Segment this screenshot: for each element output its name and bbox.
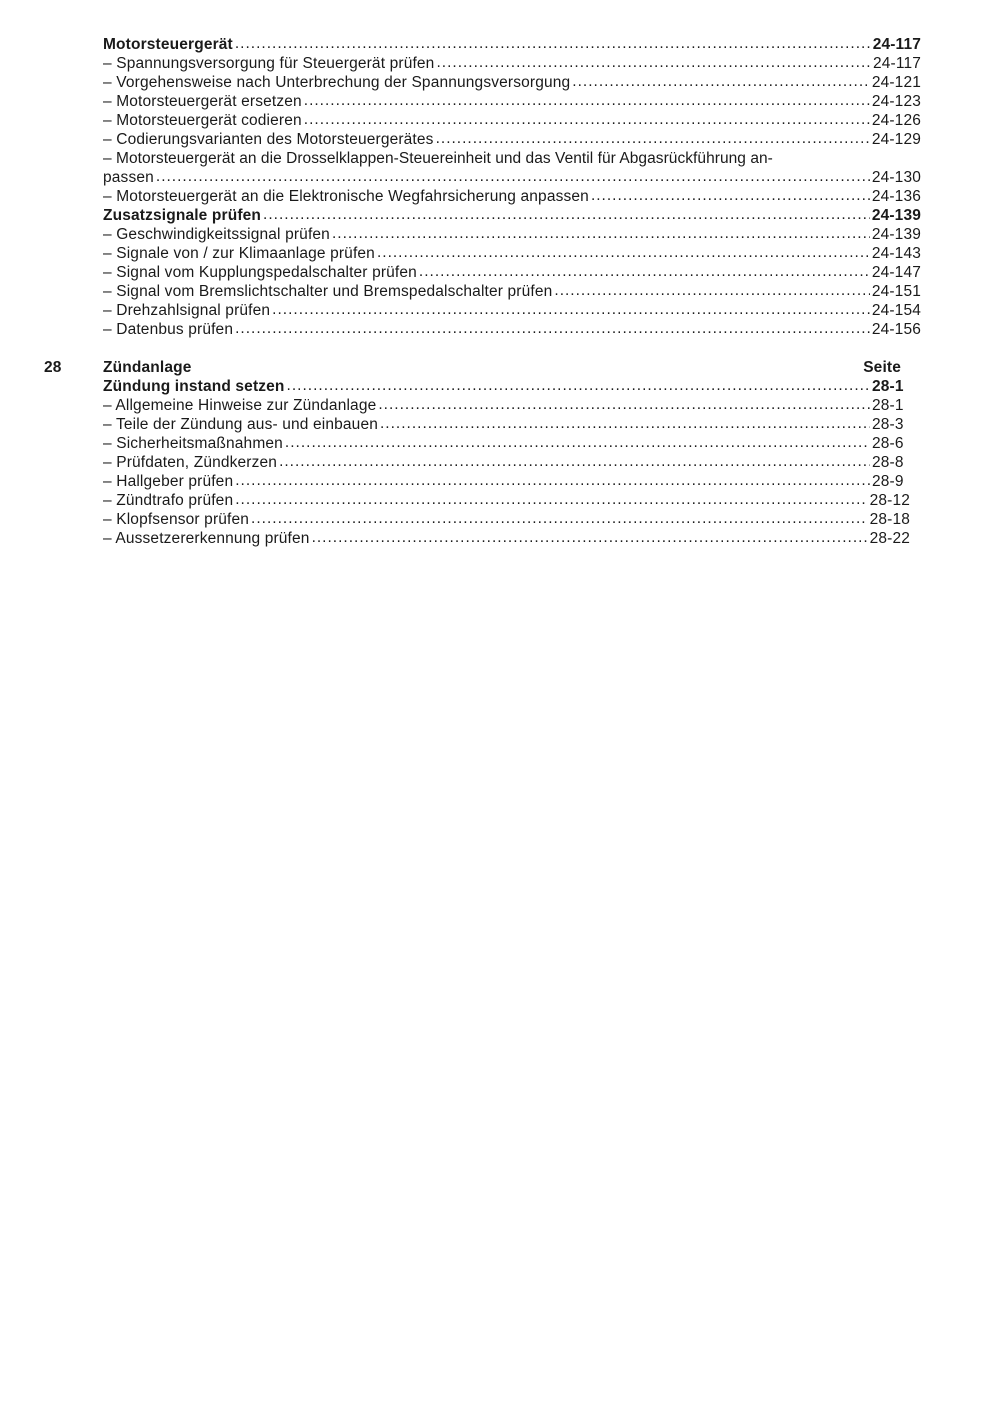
toc-entry[interactable] [103, 301, 921, 320]
toc-section-28 [103, 377, 910, 548]
toc-entry-label: Motorsteuergerät [103, 36, 233, 53]
dot-leader [272, 301, 870, 319]
toc-entry-page: 28-1 [872, 397, 904, 414]
toc-entry-page: 24-130 [871, 169, 921, 186]
toc-entry-label: – Teile der Zündung aus- und einbauen [103, 416, 378, 433]
toc-entry-wrapped-line2[interactable] [103, 168, 921, 187]
toc-entry[interactable] [103, 434, 910, 453]
dot-leader [235, 491, 867, 509]
toc-entry-label: Zusatzsignale prüfen [103, 207, 262, 224]
toc-entry-label: – Motorsteuergerät codieren [103, 112, 302, 129]
dot-leader [285, 434, 870, 452]
dot-leader [436, 54, 871, 72]
toc-entry-label: – Drehzahlsignal prüfen [103, 302, 271, 319]
toc-entry-page: 24-139 [871, 207, 921, 224]
chapter-title: Zündanlage [103, 359, 192, 376]
toc-entry-label: – Hallgeber prüfen [103, 473, 234, 490]
dot-leader [235, 320, 870, 338]
dot-leader [419, 263, 870, 281]
toc-entry-label: – Sicherheitsmaßnahmen [103, 435, 283, 452]
dot-leader [304, 111, 870, 129]
page-column-header: Seite [863, 359, 901, 376]
toc-entry-page: 24-147 [871, 264, 921, 281]
dot-leader [312, 529, 868, 547]
toc-entry-page: 24-143 [871, 245, 921, 262]
dot-leader [554, 282, 869, 300]
dot-leader [377, 244, 870, 262]
toc-entry-page: 28-9 [872, 473, 904, 490]
chapter-header [103, 358, 901, 377]
dot-leader [156, 168, 870, 186]
toc-entry-page: 28-12 [869, 492, 910, 509]
toc-entry-label: – Prüfdaten, Zündkerzen [103, 454, 278, 471]
toc-entry-page: 24-126 [871, 112, 921, 129]
toc-entry[interactable] [103, 491, 910, 510]
dot-leader [378, 396, 870, 414]
toc-entry-label: – Zündtrafo prüfen [103, 492, 234, 509]
dot-leader [332, 225, 870, 243]
dot-leader [304, 92, 870, 110]
toc-entry-page: 24-121 [871, 74, 921, 91]
toc-entry-label: – Aussetzererkennung prüfen [103, 530, 310, 547]
dot-leader [287, 377, 870, 395]
toc-entry[interactable] [103, 453, 910, 472]
toc-entry-page: 28-22 [869, 530, 910, 547]
toc-entry-page: 24-129 [871, 131, 921, 148]
dot-leader [235, 35, 871, 53]
toc-heading-zusatzsignale[interactable] [103, 206, 921, 225]
toc-entry[interactable] [103, 529, 910, 548]
toc-entry-label: – Klopfsensor prüfen [103, 511, 250, 528]
toc-entry-page: 24-136 [871, 188, 921, 205]
toc-heading-motorsteuergeraet[interactable] [103, 35, 921, 54]
chapter-number: 28 [44, 359, 62, 376]
toc-entry[interactable] [103, 244, 921, 263]
toc-entry[interactable] [103, 130, 921, 149]
toc-entry-page: 24-154 [871, 302, 921, 319]
toc-entry[interactable] [103, 54, 921, 73]
toc-entry[interactable] [103, 92, 921, 111]
toc-entry-label: Zündung instand setzen [103, 378, 285, 395]
toc-entry[interactable] [103, 263, 921, 282]
dot-leader [235, 472, 870, 490]
toc-entry-wrapped-line1[interactable] [103, 149, 921, 168]
toc-section-24 [103, 35, 921, 339]
dot-leader [436, 130, 870, 148]
dot-leader [591, 187, 870, 205]
toc-entry[interactable] [103, 320, 921, 339]
toc-entry-page: 24-123 [871, 93, 921, 110]
toc-entry-label: – Datenbus prüfen [103, 321, 234, 338]
toc-entry-page: 24-139 [871, 226, 921, 243]
toc-entry[interactable] [103, 225, 921, 244]
toc-entry-page: 28-3 [872, 416, 904, 433]
toc-entry-label: – Signal vom Bremslichtschalter und Bremspedalschalter prüfen [103, 283, 553, 300]
toc-entry[interactable] [103, 415, 910, 434]
toc-entry-label: – Signale von / zur Klimaanlage prüfen [103, 245, 375, 262]
toc-entry-page: 28-1 [872, 378, 904, 395]
toc-entry-page: 24-117 [872, 36, 921, 53]
toc-entry-label: – Spannungsversorgung für Steuergerät prüfen [103, 55, 435, 72]
toc-entry-label: – Vorgehensweise nach Unterbrechung der Spannungsversorgung [103, 74, 571, 91]
toc-entry-page: 24-156 [871, 321, 921, 338]
toc-entry-page: 28-8 [872, 454, 904, 471]
dot-leader [572, 73, 870, 91]
toc-entry[interactable] [103, 187, 921, 206]
toc-entry[interactable] [103, 111, 921, 130]
dot-leader [251, 510, 868, 528]
toc-entry-label: – Allgemeine Hinweise zur Zündanlage [103, 397, 377, 414]
toc-entry-page: 24-117 [872, 55, 921, 72]
toc-entry-label: – Geschwindigkeitssignal prüfen [103, 226, 330, 243]
toc-entry[interactable] [103, 73, 921, 92]
toc-entry-label: passen [103, 169, 154, 186]
toc-entry-label: – Codierungsvarianten des Motorsteuergerätes [103, 131, 434, 148]
toc-entry[interactable] [103, 472, 910, 491]
toc-entry-page: 24-151 [871, 283, 921, 300]
toc-entry-label: – Motorsteuergerät ersetzen [103, 93, 302, 110]
dot-leader [380, 415, 870, 433]
toc-entry[interactable] [103, 510, 910, 529]
toc-entry-label: – Signal vom Kupplungspedalschalter prüfen [103, 264, 417, 281]
toc-entry[interactable] [103, 282, 921, 301]
toc-heading-zuendung[interactable] [103, 377, 910, 396]
toc-entry-label: – Motorsteuergerät an die Drosselklappen-Steuereinheit und das Ventil für Abgasrückführung an- [103, 150, 773, 167]
toc-entry-page: 28-6 [872, 435, 904, 452]
dot-leader [279, 453, 870, 471]
toc-entry-label: – Motorsteuergerät an die Elektronische Wegfahrsicherung anpassen [103, 188, 589, 205]
dot-leader [263, 206, 870, 224]
toc-entry[interactable] [103, 396, 910, 415]
toc-entry-page: 28-18 [869, 511, 910, 528]
